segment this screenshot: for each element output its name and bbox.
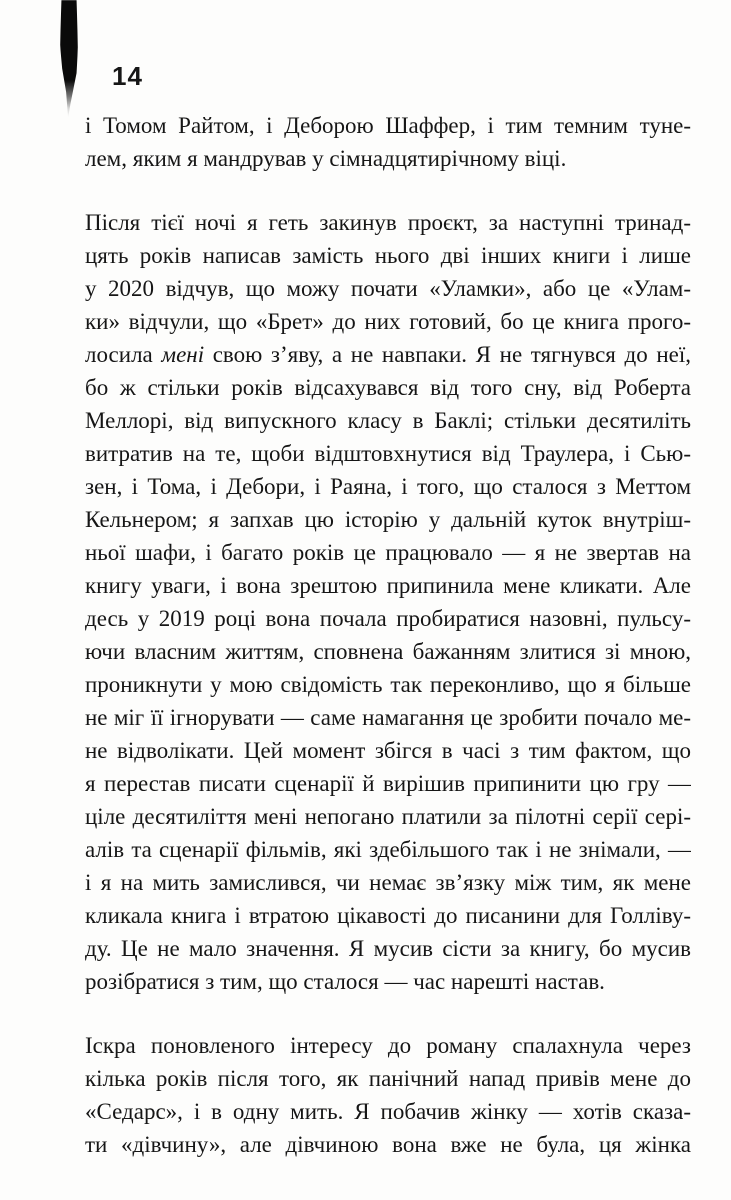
italic-text: мені bbox=[161, 342, 205, 367]
text-segment: не відволікати. Цей момент збігся в часі з тим фактом, що bbox=[85, 738, 691, 763]
text-segment: бо ж стільки років відсахувався від того сну, від Роберта bbox=[85, 375, 691, 400]
text-line bbox=[85, 503, 691, 536]
text-segment: Кельнером; я запхав цю історію у дальній куток внутріш- bbox=[85, 507, 691, 532]
text-line bbox=[85, 1128, 691, 1161]
text-line bbox=[85, 635, 691, 668]
text-segment: лосила bbox=[85, 342, 162, 367]
page-text bbox=[85, 109, 691, 1161]
text-segment: кликала книга і втратою цікавості до писанини для Голліву- bbox=[85, 903, 691, 928]
text-segment: десь у 2019 році вона почала пробиратися назовні, пульсу- bbox=[85, 606, 691, 631]
text-line bbox=[85, 668, 691, 701]
text-segment: ціле десятиліття мені непогано платили за пілотні серії сері- bbox=[85, 804, 691, 829]
text-segment: ючи власним життям, сповнена бажанням злитися зі мною, bbox=[85, 639, 691, 664]
paragraph bbox=[85, 109, 691, 175]
text-line bbox=[85, 142, 691, 175]
text-line bbox=[85, 272, 691, 305]
paragraph bbox=[85, 206, 691, 998]
text-segment: лем, яким я мандрував у сімнадцятирічному віці. bbox=[85, 146, 567, 171]
text-line bbox=[85, 734, 691, 767]
text-line bbox=[85, 536, 691, 569]
text-line bbox=[85, 404, 691, 437]
text-segment: алів та сценарії фільмів, які здебільшого так і не знімали, — bbox=[85, 837, 691, 862]
text-segment: книгу уваги, і вона зрештою припинила мене кликати. Але bbox=[85, 573, 691, 598]
text-segment: і Томом Райтом, і Деборою Шаффер, і тим темним туне- bbox=[85, 113, 691, 138]
text-segment: ти «дівчину», але дівчиною вона вже не була, ця жінка bbox=[85, 1132, 691, 1157]
page-number: 14 bbox=[112, 61, 143, 91]
text-segment: цять років написав замість нього дві інших книги і лише bbox=[85, 243, 691, 268]
text-line bbox=[85, 1029, 691, 1062]
text-line bbox=[85, 767, 691, 800]
text-segment: і я на мить замислився, чи немає зв’язку між тим, як мене bbox=[85, 870, 691, 895]
text-segment: ду. Це не мало значення. Я мусив сісти за книгу, бо мусив bbox=[85, 936, 691, 961]
text-segment: ки» відчули, що «Брет» до них готовий, бо це книга прого- bbox=[85, 309, 691, 334]
text-line bbox=[85, 965, 691, 998]
text-line bbox=[85, 833, 691, 866]
text-line bbox=[85, 206, 691, 239]
text-segment: я перестав писати сценарії й вирішив припинити цю гру — bbox=[85, 771, 691, 796]
text-line bbox=[85, 239, 691, 272]
text-segment: не міг її ігнорувати — саме намагання це зробити почало ме- bbox=[85, 705, 691, 730]
text-line bbox=[85, 800, 691, 833]
text-line bbox=[85, 109, 691, 142]
text-segment: витратив на те, щоби відштовхнутися від Траулера, і Сью- bbox=[85, 441, 691, 466]
text-line bbox=[85, 371, 691, 404]
text-segment: зен, і Тома, і Дебори, і Раяна, і того, що сталося з Меттом bbox=[85, 474, 691, 499]
text-segment: «Седарс», і в одну мить. Я побачив жінку — хотів сказа- bbox=[85, 1099, 691, 1124]
text-line bbox=[85, 437, 691, 470]
text-line bbox=[85, 338, 691, 371]
text-line bbox=[85, 569, 691, 602]
text-line bbox=[85, 305, 691, 338]
text-segment: розібратися з тим, що сталося — час нарешті настав. bbox=[85, 969, 605, 994]
text-line bbox=[85, 866, 691, 899]
text-line bbox=[85, 932, 691, 965]
text-line bbox=[85, 899, 691, 932]
ink-mark bbox=[60, 0, 78, 118]
text-segment: у 2020 відчув, що можу почати «Уламки», або це «Улам- bbox=[85, 276, 691, 301]
text-line bbox=[85, 1062, 691, 1095]
text-segment: ньої шафи, і багато років це працювало — я не звертав на bbox=[85, 540, 691, 565]
paragraph bbox=[85, 1029, 691, 1161]
text-line bbox=[85, 1095, 691, 1128]
text-segment: Іскра поновленого інтересу до роману спалахнула через bbox=[85, 1033, 691, 1058]
text-line bbox=[85, 602, 691, 635]
text-segment: свою з’яву, а не навпаки. Я не тягнувся до неї, bbox=[204, 342, 691, 367]
text-line bbox=[85, 701, 691, 734]
text-line bbox=[85, 470, 691, 503]
text-segment: кілька років після того, як панічний напад привів мене до bbox=[85, 1066, 691, 1091]
text-segment: Меллорі, від випускного класу в Баклі; стільки десятиліть bbox=[85, 408, 691, 433]
text-segment: Після тієї ночі я геть закинув проєкт, за наступні тринад- bbox=[85, 210, 691, 235]
text-segment: проникнути у мою свідомість так переконливо, що я більше bbox=[85, 672, 691, 697]
